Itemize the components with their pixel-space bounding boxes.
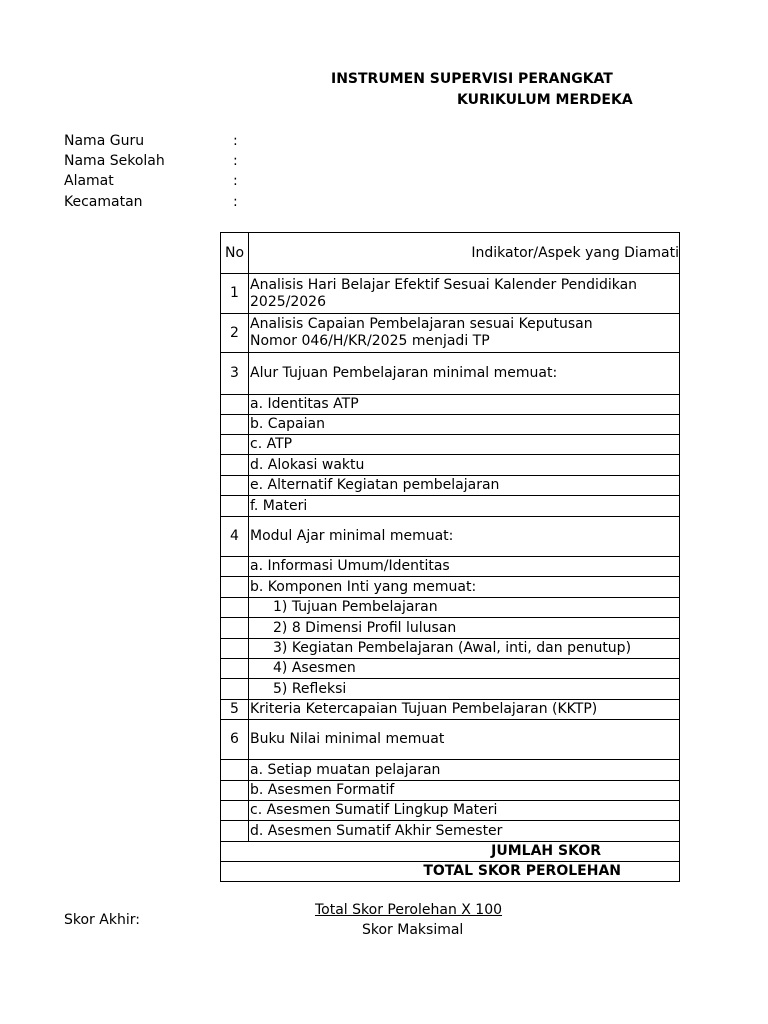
- table-row: [221, 700, 680, 720]
- info-nama-sekolah: [64, 151, 238, 171]
- total-skor-row: [221, 862, 680, 882]
- jumlah-skor-label: JUMLAH SKOR: [221, 842, 680, 862]
- table-row: [221, 274, 680, 314]
- table-row: [221, 659, 680, 679]
- table-row: [221, 517, 680, 557]
- row-text: 2) 8 Dimensi Profil lulusan: [249, 618, 680, 639]
- row-text: d. Alokasi waktu: [249, 455, 680, 476]
- row-no: [221, 679, 249, 700]
- table-row: [221, 557, 680, 577]
- row-no: 5: [221, 700, 249, 720]
- info-kecamatan: [64, 192, 238, 212]
- row-text: c. ATP: [249, 435, 680, 455]
- row-text: b. Asesmen Formatif: [249, 781, 680, 801]
- row-text: Kriteria Ketercapaian Tujuan Pembelajaran (KKTP): [249, 700, 680, 720]
- row-text-line: Analisis Hari Belajar Efektif Sesuai Kalender Pendidikan: [250, 276, 638, 293]
- row-no: [221, 557, 249, 577]
- info-separator: :: [233, 173, 238, 189]
- table-row: [221, 577, 680, 598]
- row-text: d. Asesmen Sumatif Akhir Semester: [249, 821, 680, 842]
- info-label: Alamat: [64, 173, 114, 189]
- skor-formula-denominator: Skor Maksimal: [362, 922, 464, 938]
- row-text: 3) Kegiatan Pembelajaran (Awal, inti, dan penutup): [249, 639, 680, 659]
- table-row: [221, 679, 680, 700]
- info-nama-guru: [64, 131, 238, 151]
- row-no: [221, 659, 249, 679]
- row-no: 2: [221, 314, 249, 353]
- row-no: [221, 760, 249, 781]
- info-alamat: [64, 171, 238, 191]
- info-separator: :: [233, 194, 238, 210]
- row-text: 4) Asesmen: [249, 659, 680, 679]
- row-no: [221, 395, 249, 415]
- row-text: Modul Ajar minimal memuat:: [249, 517, 680, 557]
- header-aspect: Indikator/Aspek yang Diamati: [249, 233, 680, 274]
- document-subtitle: KURIKULUM MERDEKA: [457, 92, 633, 108]
- table-row: [221, 618, 680, 639]
- row-text-line: 2025/2026: [250, 293, 326, 310]
- row-text: b. Komponen Inti yang memuat:: [249, 577, 680, 598]
- table-row: [221, 435, 680, 455]
- table-row: [221, 314, 680, 353]
- row-text: [249, 274, 680, 314]
- table-header-row: [221, 233, 680, 274]
- row-text: Buku Nilai minimal memuat: [249, 720, 680, 760]
- supervision-table: [220, 232, 680, 882]
- table-row: [221, 781, 680, 801]
- row-text: c. Asesmen Sumatif Lingkup Materi: [249, 801, 680, 821]
- table-row: [221, 395, 680, 415]
- row-no: [221, 577, 249, 598]
- info-label: Nama Sekolah: [64, 153, 165, 169]
- table-row: [221, 415, 680, 435]
- total-skor-label: TOTAL SKOR PEROLEHAN: [221, 862, 680, 882]
- table-row: [221, 821, 680, 842]
- row-text: 5) Refleksi: [249, 679, 680, 700]
- table-row: [221, 760, 680, 781]
- row-no: [221, 781, 249, 801]
- table-row: [221, 639, 680, 659]
- jumlah-skor-row: [221, 842, 680, 862]
- row-no: [221, 415, 249, 435]
- info-label: Kecamatan: [64, 194, 143, 210]
- row-no: 6: [221, 720, 249, 760]
- row-no: [221, 455, 249, 476]
- row-no: 1: [221, 274, 249, 314]
- row-no: 4: [221, 517, 249, 557]
- row-text: a. Setiap muatan pelajaran: [249, 760, 680, 781]
- row-no: [221, 639, 249, 659]
- row-no: [221, 821, 249, 842]
- row-text: f. Materi: [249, 496, 680, 517]
- table-row: [221, 455, 680, 476]
- table-row: [221, 801, 680, 821]
- row-no: 3: [221, 353, 249, 395]
- row-no: [221, 801, 249, 821]
- row-no: [221, 496, 249, 517]
- info-label: Nama Guru: [64, 133, 145, 149]
- row-text: e. Alternatif Kegiatan pembelajaran: [249, 476, 680, 496]
- row-text: a. Identitas ATP: [249, 395, 680, 415]
- row-text: [249, 314, 680, 353]
- row-no: [221, 618, 249, 639]
- table-row: [221, 476, 680, 496]
- row-text: 1) Tujuan Pembelajaran: [249, 598, 680, 618]
- row-text: Alur Tujuan Pembelajaran minimal memuat:: [249, 353, 680, 395]
- table-row: [221, 496, 680, 517]
- header-no: No: [221, 233, 249, 274]
- skor-akhir-label: Skor Akhir:: [64, 912, 140, 928]
- row-no: [221, 435, 249, 455]
- row-text: b. Capaian: [249, 415, 680, 435]
- info-separator: :: [233, 153, 238, 169]
- row-text-line: Nomor 046/H/KR/2025 menjadi TP: [250, 333, 490, 349]
- info-separator: :: [233, 133, 238, 149]
- table-row: [221, 598, 680, 618]
- skor-formula-numerator: Total Skor Perolehan X 100: [315, 902, 503, 918]
- row-text-line: Analisis Capaian Pembelajaran sesuai Keputusan: [250, 316, 593, 332]
- table-row: [221, 720, 680, 760]
- table-row: [221, 353, 680, 395]
- row-no: [221, 598, 249, 618]
- document-title: INSTRUMEN SUPERVISI PERANGKAT: [331, 71, 613, 87]
- row-no: [221, 476, 249, 496]
- row-text: a. Informasi Umum/Identitas: [249, 557, 680, 577]
